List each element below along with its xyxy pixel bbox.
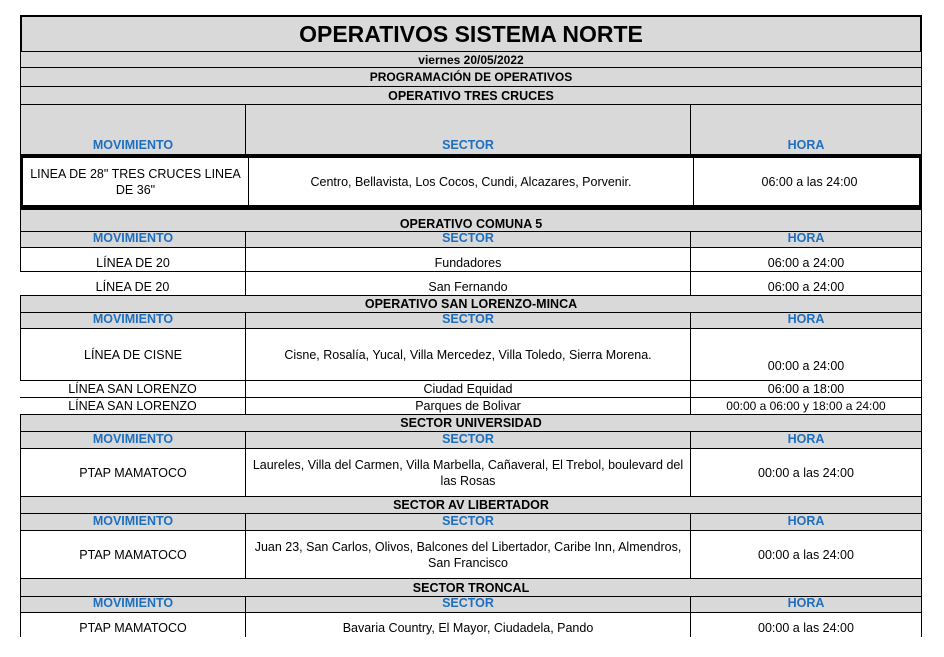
cell-sector: Ciudad Equidad [246,381,691,398]
cell-movimiento: LÍNEA DE 20 [20,248,246,272]
cell-sector: Fundadores [246,248,691,272]
header-sector: SECTOR [246,105,691,155]
table-row [20,155,922,209]
section-title: SECTOR AV LIBERTADOR [20,497,922,514]
cell-sector: Cisne, Rosalía, Yucal, Villa Mercedez, Villa Toledo, Sierra Morena. [246,329,691,381]
cell-movimiento: LÍNEA SAN LORENZO [20,398,246,415]
table-rows [20,329,922,415]
section-title: OPERATIVO TRES CRUCES [20,87,922,105]
cell-hora: 00:00 a las 24:00 [691,531,922,579]
section-title: OPERATIVO COMUNA 5 [20,209,922,232]
header-sector: SECTOR [246,313,691,329]
header-sector: SECTOR [246,432,691,449]
header-hora: HORA [691,232,922,248]
header-movimiento: MOVIMIENTO [20,597,246,613]
cell-hora: 00:00 a 06:00 y 18:00 a 24:00 [691,398,922,415]
cell-sector: San Fernando [246,272,691,296]
header-movimiento: MOVIMIENTO [20,232,246,248]
header-row [20,105,922,155]
cell-hora: 06:00 a 24:00 [691,248,922,272]
cell-hora: 06:00 a 18:00 [691,381,922,398]
sheet-title: OPERATIVOS SISTEMA NORTE [20,15,922,52]
operations-sheet [20,15,922,637]
cell-movimiento: LÍNEA SAN LORENZO [20,381,246,398]
table-row [20,449,922,497]
header-sector: SECTOR [246,514,691,531]
section-title: OPERATIVO SAN LORENZO-MINCA [20,296,922,313]
header-sector: SECTOR [246,232,691,248]
cell-hora: 00:00 a 24:00 [691,329,922,381]
table-row [20,613,922,637]
table-row [20,531,922,579]
header-hora: HORA [691,313,922,329]
header-sector: SECTOR [246,597,691,613]
section-title: SECTOR TRONCAL [20,579,922,597]
header-hora: HORA [691,597,922,613]
header-hora: HORA [691,105,922,155]
header-hora: HORA [691,432,922,449]
table-rows [20,248,922,296]
header-movimiento: MOVIMIENTO [20,432,246,449]
cell-sector: Laureles, Villa del Carmen, Villa Marbella, Cañaveral, El Trebol, boulevard del las Rosas [246,449,691,497]
cell-sector: Centro, Bellavista, Los Cocos, Cundi, Alcazares, Porvenir. [249,158,694,206]
header-row [20,432,922,449]
cell-hora: 06:00 a 24:00 [691,272,922,296]
date-row: viernes 20/05/2022 [20,52,922,68]
cell-hora: 00:00 a las 24:00 [691,449,922,497]
cell-hora: 06:00 a las 24:00 [694,158,922,206]
cell-movimiento: LÍNEA DE CISNE [20,329,246,381]
header-row [20,313,922,329]
cell-hora: 00:00 a las 24:00 [691,613,922,637]
cell-sector: Bavaria Country, El Mayor, Ciudadela, Pando [246,613,691,637]
section-title: SECTOR UNIVERSIDAD [20,415,922,432]
header-row [20,232,922,248]
header-movimiento: MOVIMIENTO [20,105,246,155]
header-row [20,514,922,531]
header-row [20,597,922,613]
header-hora: HORA [691,514,922,531]
cell-movimiento: PTAP MAMATOCO [20,531,246,579]
cell-sector: Juan 23, San Carlos, Olivos, Balcones del Libertador, Caribe Inn, Almendros, San Francisco [246,531,691,579]
cell-movimiento: LÍNEA DE 20 [20,272,246,296]
header-movimiento: MOVIMIENTO [20,514,246,531]
cell-movimiento: PTAP MAMATOCO [20,449,246,497]
header-movimiento: MOVIMIENTO [20,313,246,329]
cell-movimiento: PTAP MAMATOCO [20,613,246,637]
cell-sector: Parques de Bolivar [246,398,691,415]
cell-movimiento: LINEA DE 28" TRES CRUCES LINEA DE 36" [23,158,249,206]
program-row: PROGRAMACIÓN DE OPERATIVOS [20,68,922,87]
